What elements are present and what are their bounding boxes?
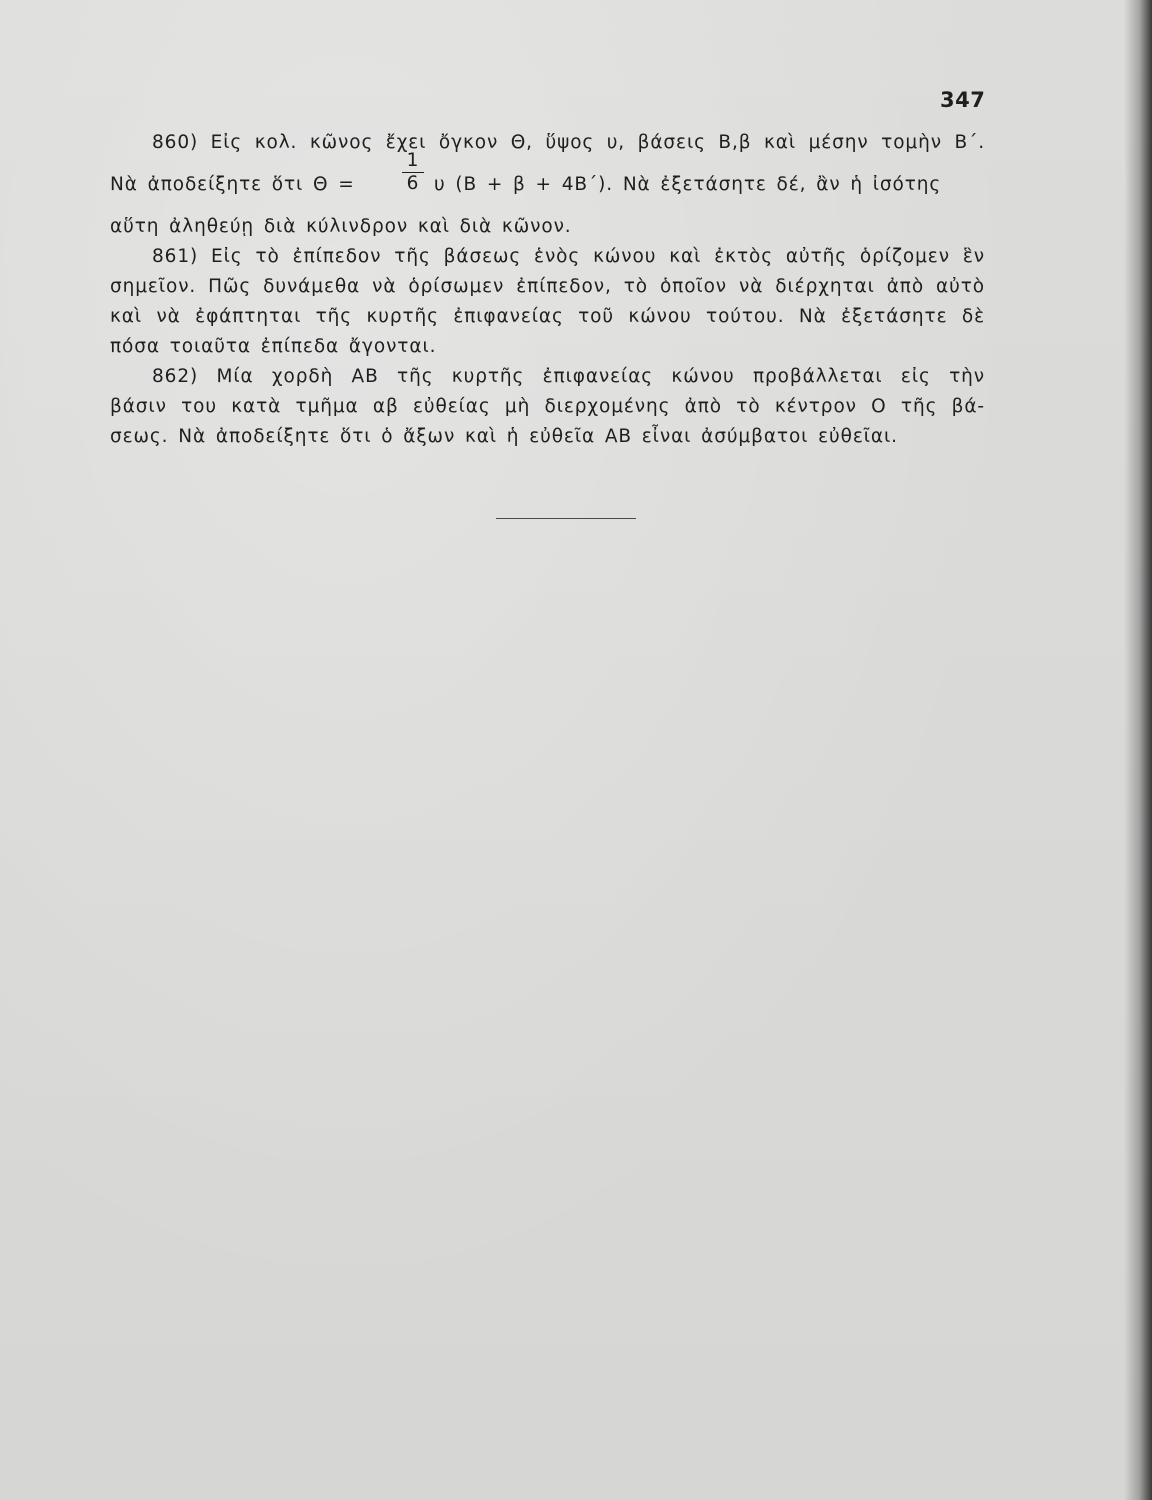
problem-860-formula-suffix: υ (Β + β + 4Β΄). Νὰ ἐξετάσητε δέ, ἂν ἡ ἰσότης	[434, 174, 942, 195]
fraction-numerator: 1	[402, 150, 424, 173]
problem-text-block	[110, 128, 985, 452]
problem-861-line-1: 861) Εἰς τὸ ἐπίπεδον τῆς βάσεως ἑνὸς κώνου καὶ ἐκτὸς αὐτῆς ὁρίζομεν ἓν	[152, 246, 985, 267]
problem-861-line-2: σημεῖον. Πῶς δυνάμεθα νὰ ὁρίσωμεν ἐπίπεδον, τὸ ὁποῖον νὰ διέρχηται ἀπὸ αὐτὸ	[110, 276, 985, 297]
problem-860-line-3: αὕτη ἀληθεύῃ διὰ κύλινδρον καὶ διὰ κῶνον.	[110, 216, 572, 237]
problem-862-line-2: βάσιν του κατὰ τμῆμα αβ εὐθείας μὴ διερχομένης ἀπὸ τὸ κέντρον Ο τῆς βά-	[110, 396, 985, 417]
problem-860-formula-line	[110, 150, 985, 212]
page-number: 347	[940, 88, 986, 112]
problem-860-formula-prefix: Νὰ ἀποδείξητε ὅτι Θ =	[110, 174, 355, 195]
problem-861-line-4: πόσα τοιαῦτα ἐπίπεδα ἄγονται.	[110, 336, 437, 357]
problem-861-line-3: καὶ νὰ ἐφάπτηται τῆς κυρτῆς ἐπιφανείας τοῦ κώνου τούτου. Νὰ ἐξετάσητε δὲ	[110, 306, 985, 327]
section-divider	[496, 518, 636, 519]
problem-862-line-3: σεως. Νὰ ἀποδείξητε ὅτι ὁ ἄξων καὶ ἡ εὐθεῖα ΑΒ εἶναι ἀσύμβατοι εὐθεῖαι.	[110, 426, 898, 447]
problem-862-line-1: 862) Μία χορδὴ ΑΒ τῆς κυρτῆς ἐπιφανείας κώνου προβάλλεται εἰς τὴν	[152, 366, 985, 387]
binding-shadow	[1124, 0, 1152, 1500]
fraction-one-sixth	[402, 150, 424, 195]
problem-860-line-1: 860) Εἰς κολ. κῶνος ἔχει ὄγκον Θ, ὕψος υ, βάσεις Β,β καὶ μέσην τομὴν Β΄.	[152, 132, 985, 153]
fraction-denominator: 6	[406, 173, 420, 194]
